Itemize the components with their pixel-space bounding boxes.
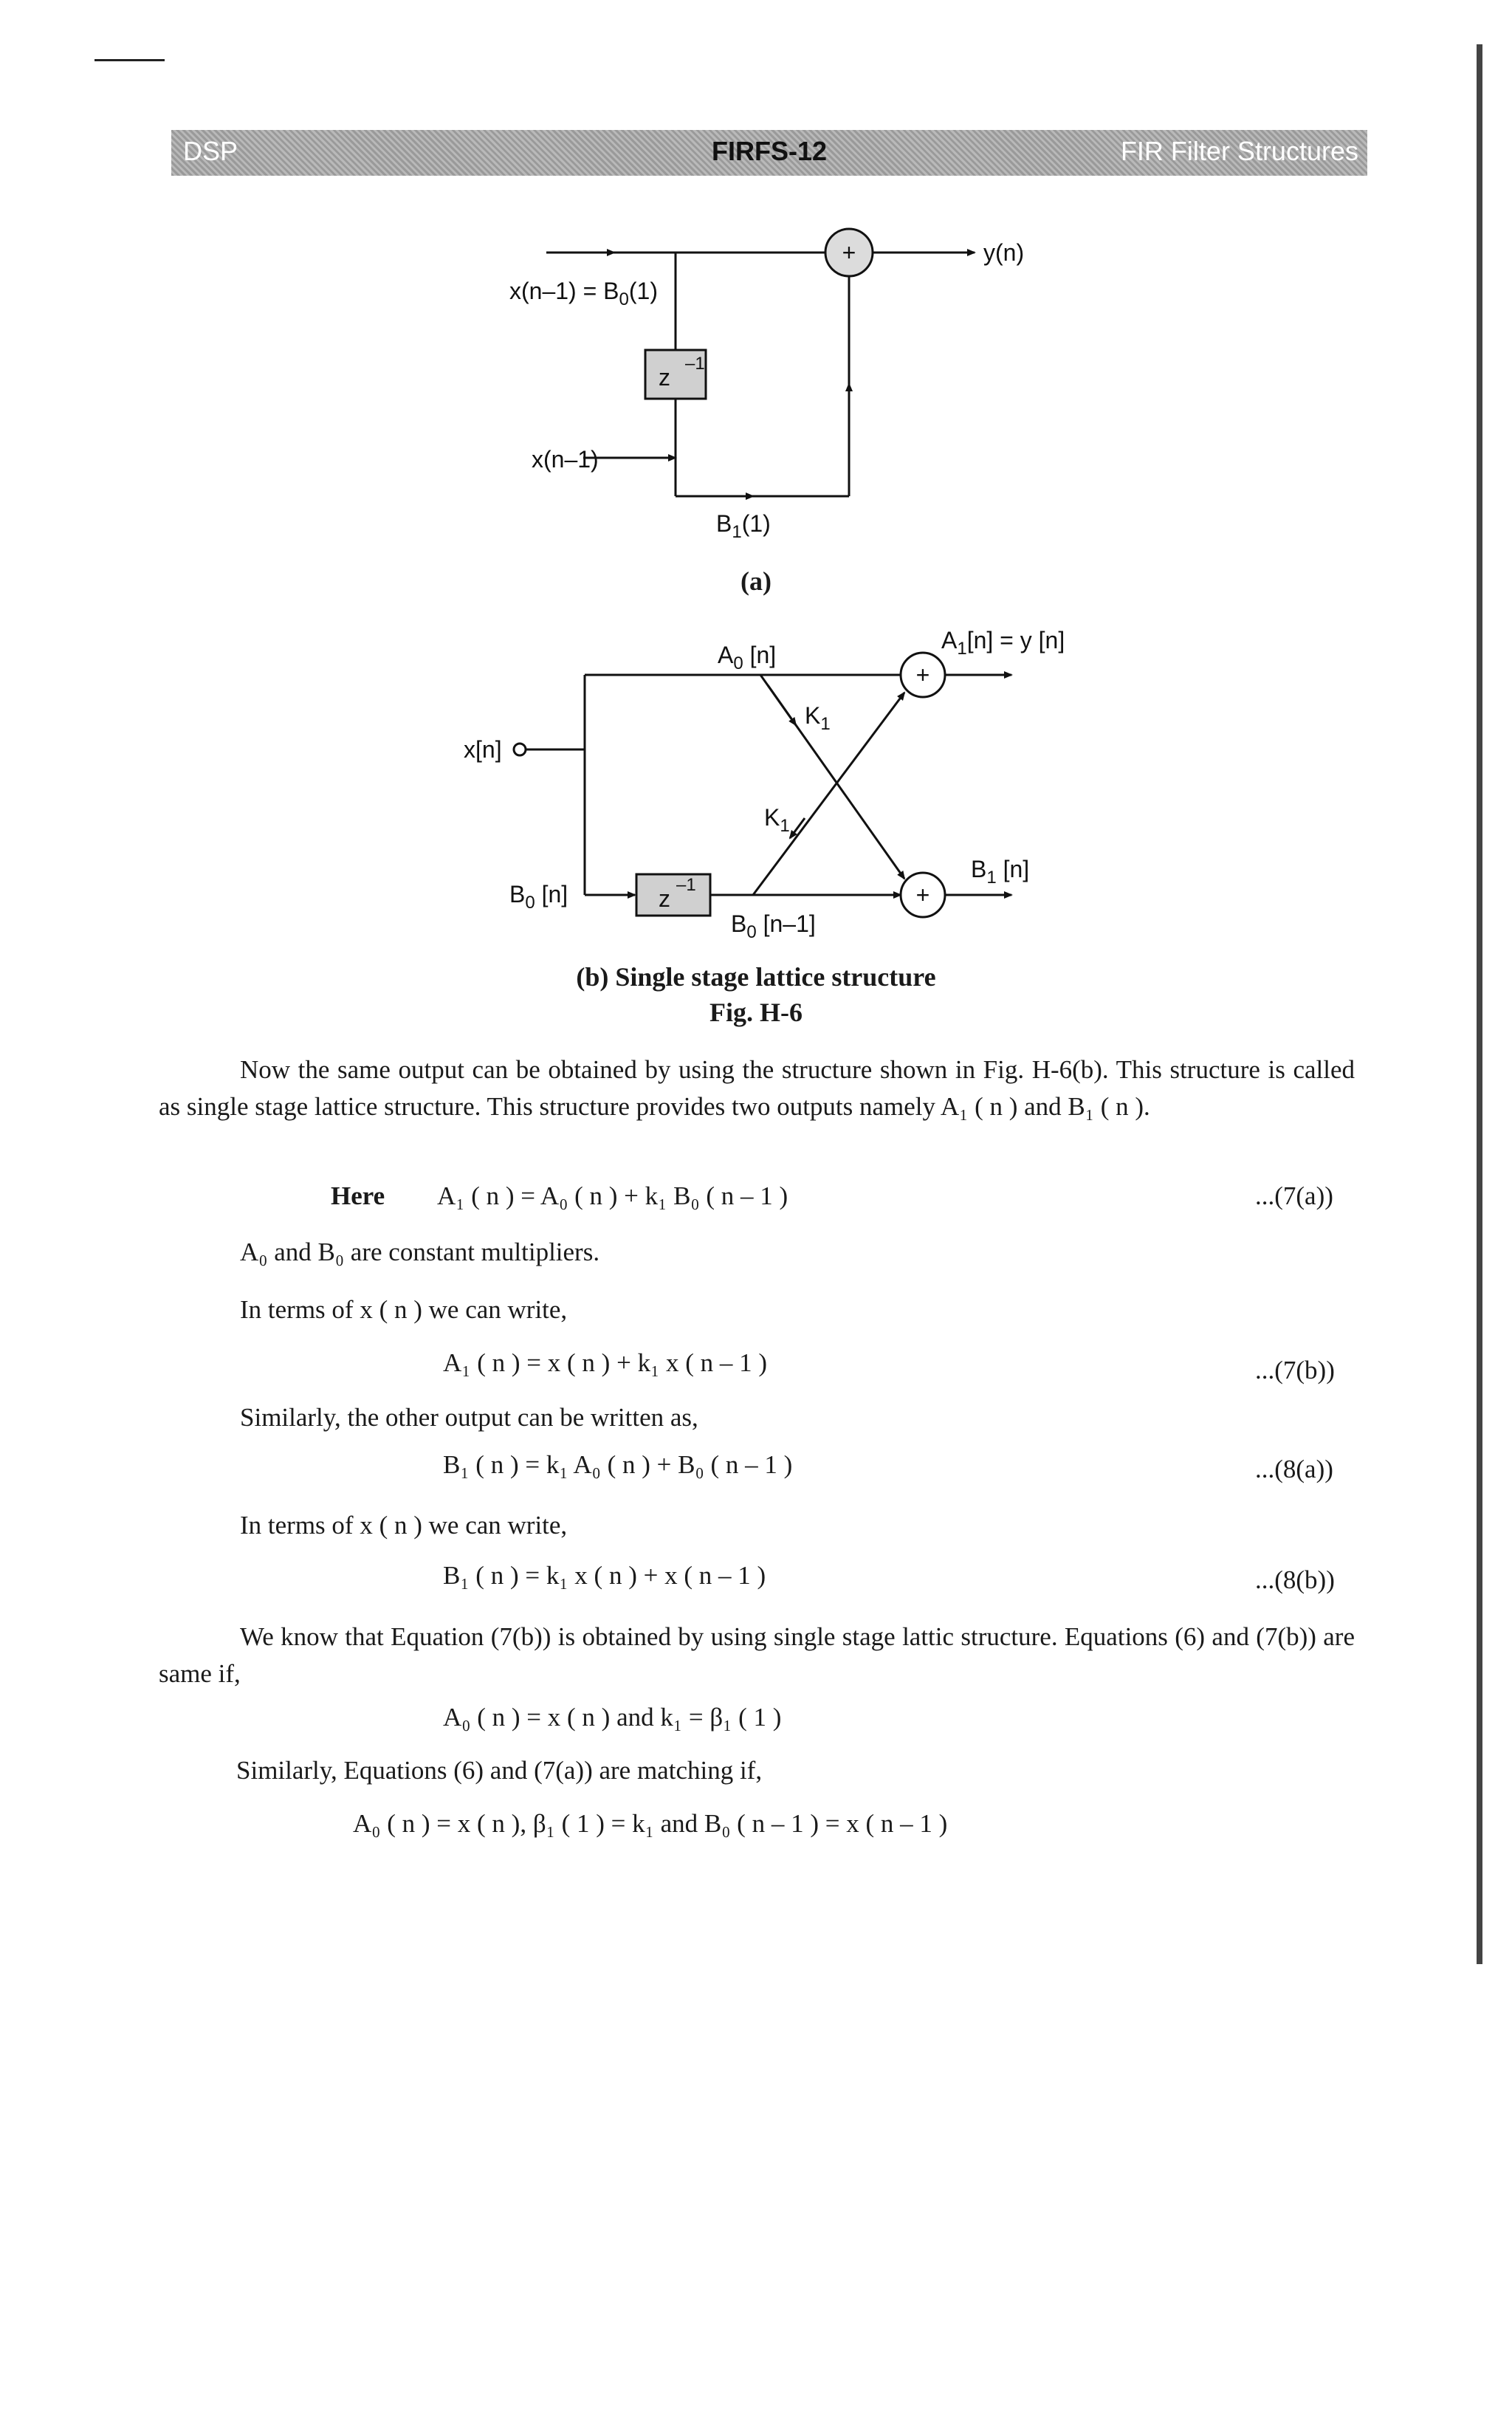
header-right: FIR Filter Structures — [1120, 136, 1358, 166]
line-similarly-matching: Similarly, Equations (6) and (7(a)) are matching if, — [236, 1756, 763, 1785]
figure-a-caption: (a) — [740, 566, 772, 596]
header-page-number: FIRFS-12 — [711, 136, 828, 166]
label-xn: x[n] — [464, 736, 502, 763]
label-k1-bottom: $K_1$ — [764, 804, 790, 836]
equation-8a-number: ...(8(a)) — [1255, 1455, 1333, 1483]
equation-7a-number: ...(7(a)) — [1255, 1181, 1333, 1210]
delay-box-b — [636, 874, 710, 916]
label-b0n: $B_0$ [n] — [509, 881, 568, 913]
label-yn: y(n) — [983, 239, 1025, 266]
label-k1-top: $K_1$ — [805, 702, 831, 734]
label-b1n: $B_1$ [n] — [971, 856, 1030, 888]
paragraph-lattice: We know that Equation (7(b)) is obtained by using single stage lattic structure. Equations (6) and (7(b)) are same if, — [159, 1622, 1355, 1688]
line-constant-multipliers: A₀ and B₀ are constant multipliers. — [240, 1238, 600, 1266]
label-a0: $A_0$ [n] — [718, 642, 777, 673]
here-label: Here — [331, 1181, 385, 1210]
line-terms-of-x-2: In terms of x ( n ) we can write, — [240, 1511, 568, 1540]
equation-8b: B₁ ( n ) = k₁ x ( n ) + x ( n – 1 ) — [443, 1561, 766, 1590]
equation-7a: A₁ ( n ) = A₀ ( n ) + k₁ B₀ ( n – 1 ) — [437, 1181, 788, 1210]
equation-same-condition: A₀ ( n ) = x ( n ) and k₁ = β₁ ( 1 ) — [443, 1703, 782, 1732]
equation-8b-number: ...(8(b)) — [1255, 1565, 1335, 1594]
adder-a-label: + — [842, 239, 856, 266]
line-similarly-other: Similarly, the other output can be written as, — [240, 1403, 698, 1432]
figure-b — [526, 675, 1011, 895]
label-xn1-b0: $x(n-1) = B_0(1)$ — [509, 278, 658, 309]
paragraph-intro: Now the same output can be obtained by using the structure shown in Fig. H-6(b). This structure is called as single stage lattice structure. This structure provides two outputs namely A₁ ( n ) and B₁ ( n ). — [159, 1055, 1355, 1121]
equation-7b: A₁ ( n ) = x ( n ) + k₁ x ( n – 1 ) — [443, 1348, 768, 1377]
line-terms-of-x-1: In terms of x ( n ) we can write, — [240, 1295, 568, 1324]
label-xn1: x(n–1) — [532, 446, 599, 473]
delay-b-z: z — [659, 885, 670, 912]
equation-8a: B₁ ( n ) = k₁ A₀ ( n ) + B₀ ( n – 1 ) — [443, 1450, 793, 1479]
delay-b-exp: –1 — [676, 875, 696, 895]
equation-7b-number: ...(7(b)) — [1255, 1356, 1335, 1384]
adder-b-top-label: + — [915, 662, 930, 688]
header-left: DSP — [183, 136, 238, 166]
input-node — [514, 744, 526, 755]
figure-diagrams — [0, 0, 1512, 1034]
figure-b-caption: (b) Single stage lattice structure — [576, 962, 936, 992]
label-a1-yn: $A_1[n] = y$ [n] — [941, 627, 1065, 659]
delay-a-exp: –1 — [685, 354, 705, 374]
label-b0-n1: $B_0$ [n–1] — [731, 910, 816, 942]
label-b1-1: $B_1(1)$ — [716, 510, 771, 542]
equation-match-condition: A₀ ( n ) = x ( n ), β₁ ( 1 ) = k₁ and B₀ ( n – 1 ) = x ( n – 1 ) — [353, 1809, 948, 1838]
adder-b-bottom-label: + — [915, 882, 930, 908]
delay-a-z: z — [659, 364, 670, 391]
figure-label: Fig. H-6 — [709, 998, 803, 1027]
